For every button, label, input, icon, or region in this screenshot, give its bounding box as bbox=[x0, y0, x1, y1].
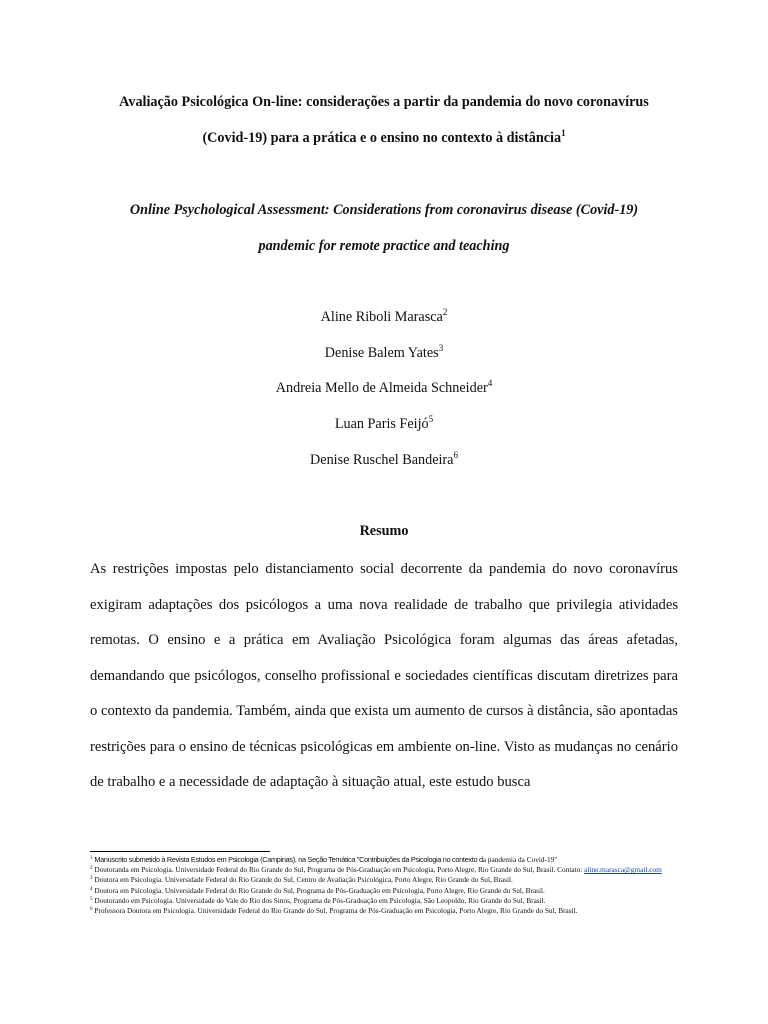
footnote-text-cont: a pandemia da Covid-19" bbox=[482, 855, 558, 864]
title-pt-line1: Avaliação Psicológica On-line: considerações a partir da pandemia do novo coronavírus bbox=[119, 94, 649, 110]
footnote-text: Professora Doutora em Psicologia. Universidade Federal do Rio Grande do Sul, Programa de Pós-Graduação em Psicologia, Porto Alegre, Rio Grande do Sul, Brasil. bbox=[94, 906, 578, 916]
author-name: Denise Balem Yates bbox=[324, 345, 439, 361]
title-en-line1: Online Psychological Assessment: Considerations from coronavirus disease (Covid-19) bbox=[129, 202, 639, 218]
footnote-text: Doutora em Psicologia. Universidade Federal do Rio Grande do Sul, Centro de Avaliação Psicológica, Porto Alegre, Rio Grande do Sul, Brasil. bbox=[94, 875, 513, 885]
footnote-text: Manuscrito submetido à Revista Estudos em Psicologia (Campinas), na Seção Temática "Contribuições da Psicologia no contexto d bbox=[94, 855, 483, 864]
author-3 bbox=[0, 380, 768, 397]
footnote-number: 1 bbox=[90, 856, 93, 861]
author-5 bbox=[0, 452, 768, 469]
footnote-text: Doutorando em Psicologia. Universidade do Vale do Rio dos Sinos, Programa de Pós-Graduação em Psicologia, São Leopoldo, Rio Grande do Sul, Brasil. bbox=[94, 895, 546, 905]
footnote-number: 3 bbox=[90, 876, 93, 882]
footnote-5 bbox=[90, 896, 678, 906]
abstract-heading: Resumo bbox=[359, 523, 409, 539]
footnote-text: Doutoranda em Psicologia. Universidade Federal do Rio Grande do Sul, Programa de Pós-Graduação em Psicologia, Porto Alegre, Rio Grande do Sul, Brasil. Contato: bbox=[94, 865, 583, 875]
author-name: Luan Paris Feijó bbox=[334, 416, 429, 432]
footnote-number: 6 bbox=[90, 907, 93, 913]
author-footnote-ref: 3 bbox=[438, 343, 444, 353]
title-footnote-ref: 1 bbox=[561, 128, 566, 138]
footnote-number: 5 bbox=[90, 896, 93, 902]
title-pt-line2 bbox=[0, 130, 768, 147]
footnote-4 bbox=[90, 886, 678, 896]
footnote-1 bbox=[90, 855, 678, 865]
author-2 bbox=[0, 345, 768, 362]
author-footnote-ref: 4 bbox=[487, 378, 493, 388]
footnote-separator bbox=[90, 851, 270, 852]
footnote-text: Doutora em Psicologia. Universidade Federal do Rio Grande do Sul, Programa de Pós-Graduação em Psicologia, Porto Alegre, Rio Grande do Sul, Brasil. bbox=[94, 885, 545, 895]
footnote-number: 2 bbox=[90, 866, 93, 872]
author-footnote-ref: 5 bbox=[428, 414, 434, 424]
author-name: Andreia Mello de Almeida Schneider bbox=[275, 380, 488, 396]
contact-email-link[interactable]: aline.marasca@gmail.com bbox=[584, 865, 662, 875]
author-footnote-ref: 6 bbox=[453, 450, 458, 460]
author-name: Denise Ruschel Bandeira bbox=[310, 452, 454, 468]
title-en-line2: pandemic for remote practice and teaching bbox=[258, 238, 510, 254]
author-footnote-ref: 2 bbox=[442, 307, 448, 317]
abstract-paragraph: As restrições impostas pelo distanciamento social decorrente da pandemia do novo coronavírus exigiram adaptações dos psicólogos a uma nova realidade de trabalho que privilegia atividades remotas. O ensino e a prática em Avaliação Psicológica foram algumas das áreas afetadas, demandando que psicólogos, conselho profissional e sociedades científicas discutam diretrizes para o contexto da pandemia. Também, ainda que exista um aumento de cursos à distância, são apontadas restrições para o ensino de técnicas psicológicas em ambiente on-line. Visto as mudanças no cenário de trabalho e a necessidade de adaptação à situação atual, este estudo busca bbox=[90, 561, 678, 790]
footnote-6 bbox=[90, 906, 678, 916]
author-name: Aline Riboli Marasca bbox=[320, 309, 443, 325]
author-1 bbox=[0, 309, 768, 326]
footnote-number: 4 bbox=[90, 886, 93, 892]
author-4 bbox=[0, 416, 768, 433]
footnote-2 bbox=[90, 865, 678, 875]
footnotes bbox=[90, 855, 678, 916]
footnote-3 bbox=[90, 875, 678, 885]
abstract-body bbox=[90, 552, 678, 801]
title-pt-line2-text: (Covid-19) para a prática e o ensino no contexto à distância bbox=[202, 130, 562, 146]
